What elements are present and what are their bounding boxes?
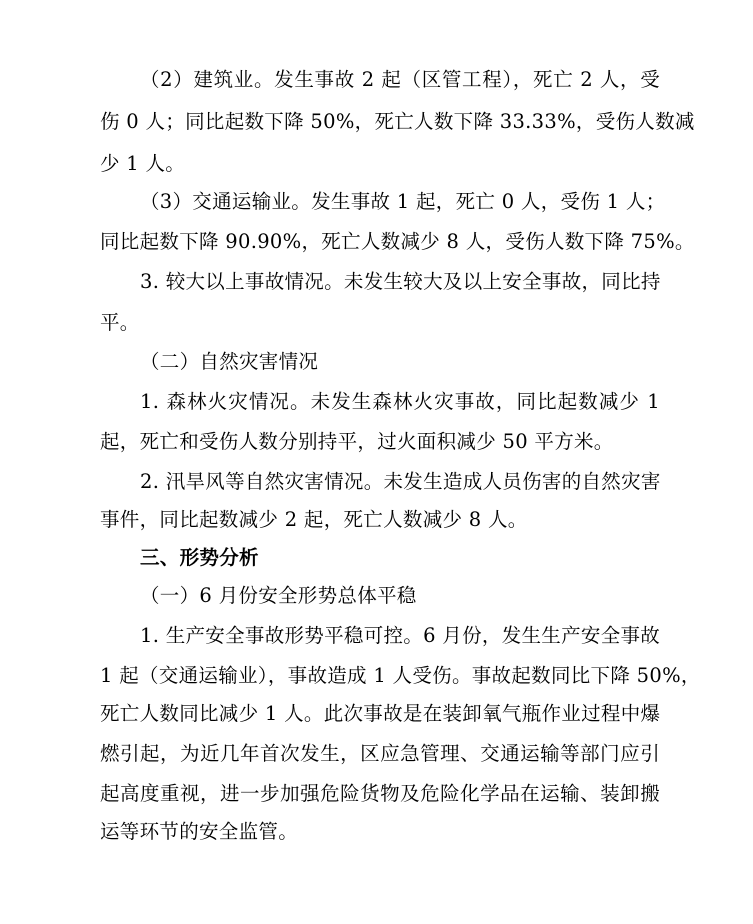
paragraph-forest-fire-line-1: 1. 森林火灾情况。未发生森林火灾事故，同比起数减少 1	[140, 390, 660, 413]
paragraph-production-safety-line-4: 燃引起，为近几年首次发生，区应急管理、交通运输等部门应引	[100, 742, 660, 765]
paragraph-production-safety-line-6: 运等环节的安全监管。	[100, 820, 299, 843]
paragraph-flood-drought-line-1: 2. 汛旱风等自然灾害情况。未发生造成人员伤害的自然灾害	[140, 470, 661, 493]
paragraph-construction-line-2: 伤 0 人；同比起数下降 50%，死亡人数下降 33.33%，受伤人数减	[100, 110, 695, 133]
paragraph-major-accidents-line-1: 3. 较大以上事故情况。未发生较大及以上安全事故，同比持	[140, 270, 661, 293]
paragraph-production-safety-line-5: 起高度重视，进一步加强危险货物及危险化学品在运输、装卸搬	[100, 782, 660, 805]
paragraph-transport-line-1: （3）交通运输业。发生事故 1 起，死亡 0 人，受伤 1 人；	[140, 190, 666, 213]
paragraph-production-safety-line-2: 1 起（交通运输业），事故造成 1 人受伤。事故起数同比下降 50%，	[100, 664, 701, 687]
paragraph-production-safety-line-1: 1. 生产安全事故形势平稳可控。6 月份，发生生产安全事故	[140, 624, 661, 647]
paragraph-major-accidents-line-2: 平。	[100, 311, 140, 334]
paragraph-construction-line-1: （2）建筑业。发生事故 2 起（区管工程），死亡 2 人，受	[140, 68, 660, 91]
paragraph-construction-line-3: 少 1 人。	[100, 152, 186, 175]
paragraph-transport-line-2: 同比起数下降 90.90%，死亡人数减少 8 人，受伤人数下降 75%。	[100, 230, 695, 253]
section-heading-natural-disasters: （二）自然灾害情况	[140, 350, 319, 373]
paragraph-forest-fire-line-2: 起，死亡和受伤人数分别持平，过火面积减少 50 平方米。	[100, 430, 614, 453]
subsection-heading-june-overall: （一）6 月份安全形势总体平稳	[140, 584, 417, 607]
section-heading-situation-analysis: 三、形势分析	[140, 546, 259, 569]
paragraph-production-safety-line-3: 死亡人数同比减少 1 人。此次事故是在装卸氧气瓶作业过程中爆	[100, 702, 661, 725]
paragraph-flood-drought-line-2: 事件，同比起数减少 2 起，死亡人数减少 8 人。	[100, 508, 528, 531]
